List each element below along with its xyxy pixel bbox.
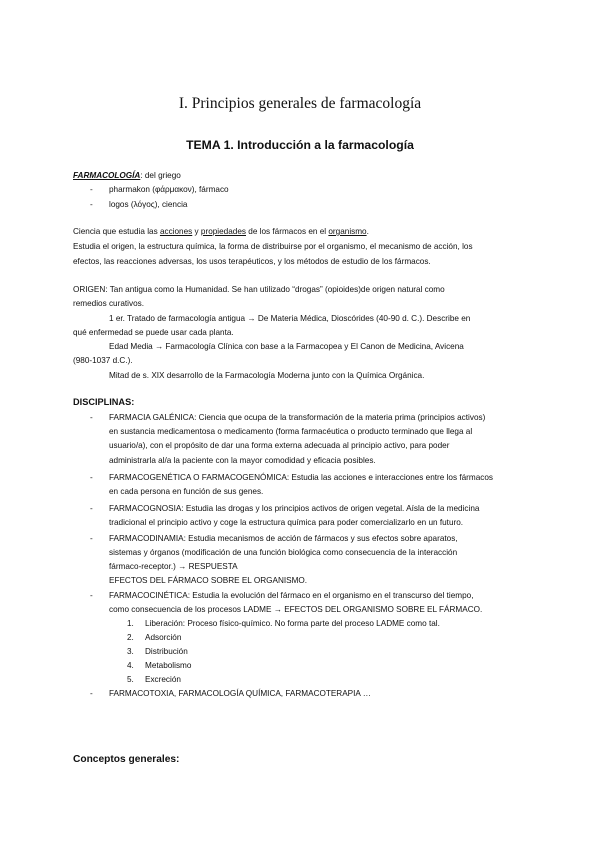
dash-bullet: - [90, 504, 93, 513]
disciplina-line: FARMACIA GALÉNICA: Ciencia que ocupa de la transformación de la materia prima (principios activos) [109, 413, 486, 422]
underlined-acciones: acciones [159, 227, 193, 236]
description-line [73, 226, 369, 238]
ladme-item: Adsorción [145, 633, 182, 642]
text-span: . [366, 227, 369, 236]
origin-line: Mitad de s. XIX desarrollo de la Farmacología Moderna junto con la Química Orgánica. [109, 371, 425, 380]
underlined-propiedades: propiedades [200, 227, 246, 236]
description-line: efectos, las reacciones adversas, los usos terapéuticos, y los métodos de estudio de los fármacos. [73, 257, 431, 266]
disciplina-line: fármaco-receptor.) → RESPUESTA [109, 562, 238, 571]
definition-item: pharmakon (φάρμακον), fármaco [109, 185, 229, 194]
definition-line [73, 170, 181, 182]
origin-line: (980-1037 d.C.). [73, 356, 133, 365]
disciplina-line: FARMACODINAMIA: Estudia mecanismos de acción de fármacos y sus efectos sobre aparatos, [109, 534, 458, 543]
disciplina-line: tradicional el principio activo y coge la estructura química para poder comercializarlo en un futuro. [109, 518, 464, 527]
disciplina-line: usuario/a), con el propósito de dar una forma externa adecuada al principio activo, para poder [109, 441, 450, 450]
dash-bullet: - [90, 200, 93, 209]
ladme-item: Metabolismo [145, 661, 192, 670]
dash-bullet: - [90, 689, 93, 698]
disciplina-line: FARMACOTOXIA, FARMACOLOGÍA QUÍMICA, FARMACOTERAPIA … [109, 689, 371, 698]
page-title: I. Principios generales de farmacología [178, 95, 422, 112]
ladme-number: 4. [127, 661, 134, 670]
disciplina-line: FARMACOGENÉTICA O FARMACOGENÓMICA: Estudia las acciones e interacciones entre los fármacos [109, 473, 494, 482]
origin-line: Edad Media → Farmacología Clínica con base a la Farmacopea y El Canon de Medicina, Avicena [109, 342, 464, 351]
ladme-item: Liberación: Proceso físico-químico. No forma parte del proceso LADME como tal. [145, 619, 440, 628]
origin-line: qué enfermedad se puede usar cada planta. [73, 328, 234, 337]
ladme-number: 5. [127, 675, 134, 684]
topic-title: TEMA 1. Introducción a la farmacología [186, 138, 414, 152]
ladme-number: 1. [127, 619, 134, 628]
origin-line: remedios curativos. [73, 299, 144, 308]
disciplina-line: en sustancia medicamentosa o medicamento (forma farmacéutica o producto terminado que llega al [109, 427, 473, 436]
text-span: Ciencia que estudia las [73, 227, 160, 236]
ladme-number: 2. [127, 633, 134, 642]
text-span: de los fármacos en el [246, 227, 329, 236]
disciplina-line: FARMACOCINÉTICA: Estudia la evolución del fármaco en el organismo en el transcurso del tiempo, [109, 591, 474, 600]
ladme-number: 3. [127, 647, 134, 656]
disciplina-line: en cada persona en función de sus genes. [109, 487, 264, 496]
definition-item: logos (λόγος), ciencia [109, 200, 188, 209]
disciplina-line: FARMACOGNOSIA: Estudia las drogas y los principios activos de origen vegetal. Aísla de la medicina [109, 504, 480, 513]
dash-bullet: - [90, 591, 93, 600]
origin-line: 1 er. Tratado de farmacología antigua → De Materia Médica, Dioscórides (40-90 d. C.). Describe en [109, 314, 471, 323]
definition-suffix: : del griego [140, 171, 181, 180]
ladme-item: Distribución [145, 647, 188, 656]
disciplina-line: administrarla al/a la paciente con la mayor comodidad y eficacia posibles. [109, 456, 376, 465]
definition-term: FARMACOLOGÍA [73, 171, 141, 180]
text-span: y [192, 227, 201, 236]
dash-bullet: - [90, 534, 93, 543]
disciplina-line: EFECTOS DEL FÁRMACO SOBRE EL ORGANISMO. [109, 576, 308, 585]
disciplinas-heading: DISCIPLINAS: [73, 397, 135, 407]
disciplina-line: sistemas y órganos (modificación de una función biológica como consecuencia de la interacción [109, 548, 458, 557]
disciplina-line: como consecuencia de los procesos LADME → EFECTOS DEL ORGANISMO SOBRE EL FÁRMACO. [109, 605, 483, 614]
dash-bullet: - [90, 473, 93, 482]
underlined-organismo: organismo [328, 227, 367, 236]
dash-bullet: - [90, 413, 93, 422]
conceptos-heading: Conceptos generales: [73, 754, 180, 765]
ladme-item: Excreción [145, 675, 181, 684]
description-line: Estudia el origen, la estructura química, la forma de distribuirse por el organismo, el mecanismo de acción, los [73, 242, 473, 251]
origin-line: ORIGEN: Tan antigua como la Humanidad. Se han utilizado “drogas” (opioides)de origen natural como [73, 285, 445, 294]
dash-bullet: - [90, 185, 93, 194]
